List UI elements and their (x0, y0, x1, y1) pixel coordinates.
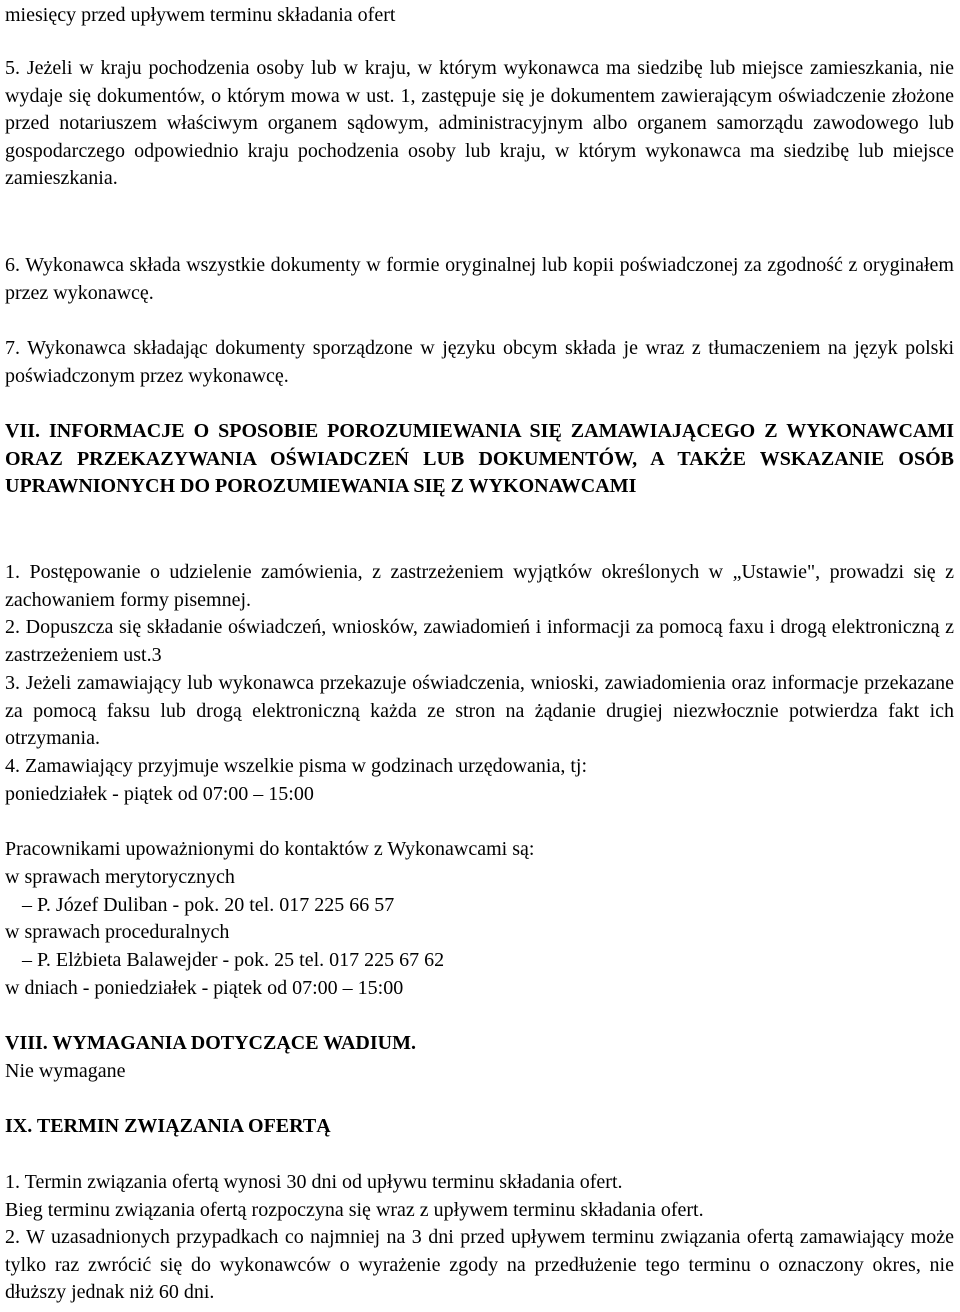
contacts-intro: Pracownikami upoważnionymi do kontaktów z Wykonawcami są: (5, 838, 535, 860)
section-vii-item-3: 3. Jeżeli zamawiający lub wykonawca przekazuje oświadczenia, wnioski, zawiadomienia oraz informacje przekazane za pomocą faksu lub drogą elektroniczną każda ze stron na żądanie drugiej niezwłocznie potwierdza fakt ich otrzymania. (5, 672, 954, 749)
contacts-proc-label: w sprawach proceduralnych (5, 921, 230, 943)
section-vii-item-2: 2. Dopuszcza się składanie oświadczeń, wniosków, zawiadomień i informacji za pomocą faxu i drogą elektroniczną z zastrzeżeniem ust.3 (5, 616, 954, 666)
office-hours: poniedziałek - piątek od 07:00 – 15:00 (5, 783, 314, 805)
paragraph-5: 5. Jeżeli w kraju pochodzenia osoby lub w kraju, w którym wykonawca ma siedzibę lub miejsce zamieszkania, nie wydaje się dokumentów, o którym mowa w ust. 1, zastępuje się je dokumentem zawierającym oświadczenie złożone przed notariuszem właściwym organem sądowym, administracyjnym albo organem samorządu zawodowego lub gospodarczego odpowiednio kraju pochodzenia osoby lub kraju, w którym wykonawca ma siedzibę lub miejsce zamieszkania. (5, 57, 954, 189)
section-ix-item-1: 1. Termin związania ofertą wynosi 30 dni od upływu terminu składania ofert. (5, 1171, 623, 1193)
contact-person-1: – P. Józef Duliban - pok. 20 tel. 017 225 66 57 (22, 894, 395, 916)
section-vii-item-1: 1. Postępowanie o udzielenie zamówienia, z zastrzeżeniem wyjątków określonych w „Ustawie", prowadzi się z zachowaniem formy pisemnej. (5, 561, 954, 611)
contacts-merit-label: w sprawach merytorycznych (5, 866, 235, 888)
contacts-days: w dniach - poniedziałek - piątek od 07:00 – 15:00 (5, 977, 404, 999)
section-viii-text: Nie wymagane (5, 1060, 126, 1082)
paragraph-6: 6. Wykonawca składa wszystkie dokumenty w formie oryginalnej lub kopii poświadczonej za zgodność z oryginałem przez wykonawcę. (5, 254, 954, 304)
section-heading-viii: VIII. WYMAGANIA DOTYCZĄCE WADIUM. (5, 1032, 416, 1054)
paragraph-continuation: miesięcy przed upływem terminu składania ofert (5, 4, 396, 26)
section-vii-item-4: 4. Zamawiający przyjmuje wszelkie pisma w godzinach urzędowania, tj: (5, 755, 588, 777)
section-ix-item-2: 2. W uzasadnionych przypadkach co najmniej na 3 dni przed upływem terminu związania ofertą zamawiający może tylko raz zwrócić się do wykonawców o wyrażenie zgody na przedłużenie tego terminu o oznaczony okres, nie dłuższy jednak niż 60 dni. (5, 1226, 954, 1303)
paragraph-7: 7. Wykonawca składając dokumenty sporządzone w języku obcym składa je wraz z tłumaczeniem na język polski poświadczonym przez wykonawcę. (5, 337, 954, 387)
section-heading-ix: IX. TERMIN ZWIĄZANIA OFERTĄ (5, 1115, 331, 1137)
contact-person-2: – P. Elżbieta Balawejder - pok. 25 tel. 017 225 67 62 (22, 949, 445, 971)
section-heading-vii: VII. INFORMACJE O SPOSOBIE POROZUMIEWANIA SIĘ ZAMAWIAJĄCEGO Z WYKONAWCAMI ORAZ PRZEKAZYWANIA OŚWIADCZEŃ LUB DOKUMENTÓW, A TAKŻE WSKAZANIE OSÓB UPRAWNIONYCH DO POROZUMIEWANIA SIĘ Z WYKONAWCAMI (5, 420, 954, 497)
section-ix-item-1b: Bieg terminu związania ofertą rozpoczyna się wraz z upływem terminu składania ofert. (5, 1199, 704, 1221)
